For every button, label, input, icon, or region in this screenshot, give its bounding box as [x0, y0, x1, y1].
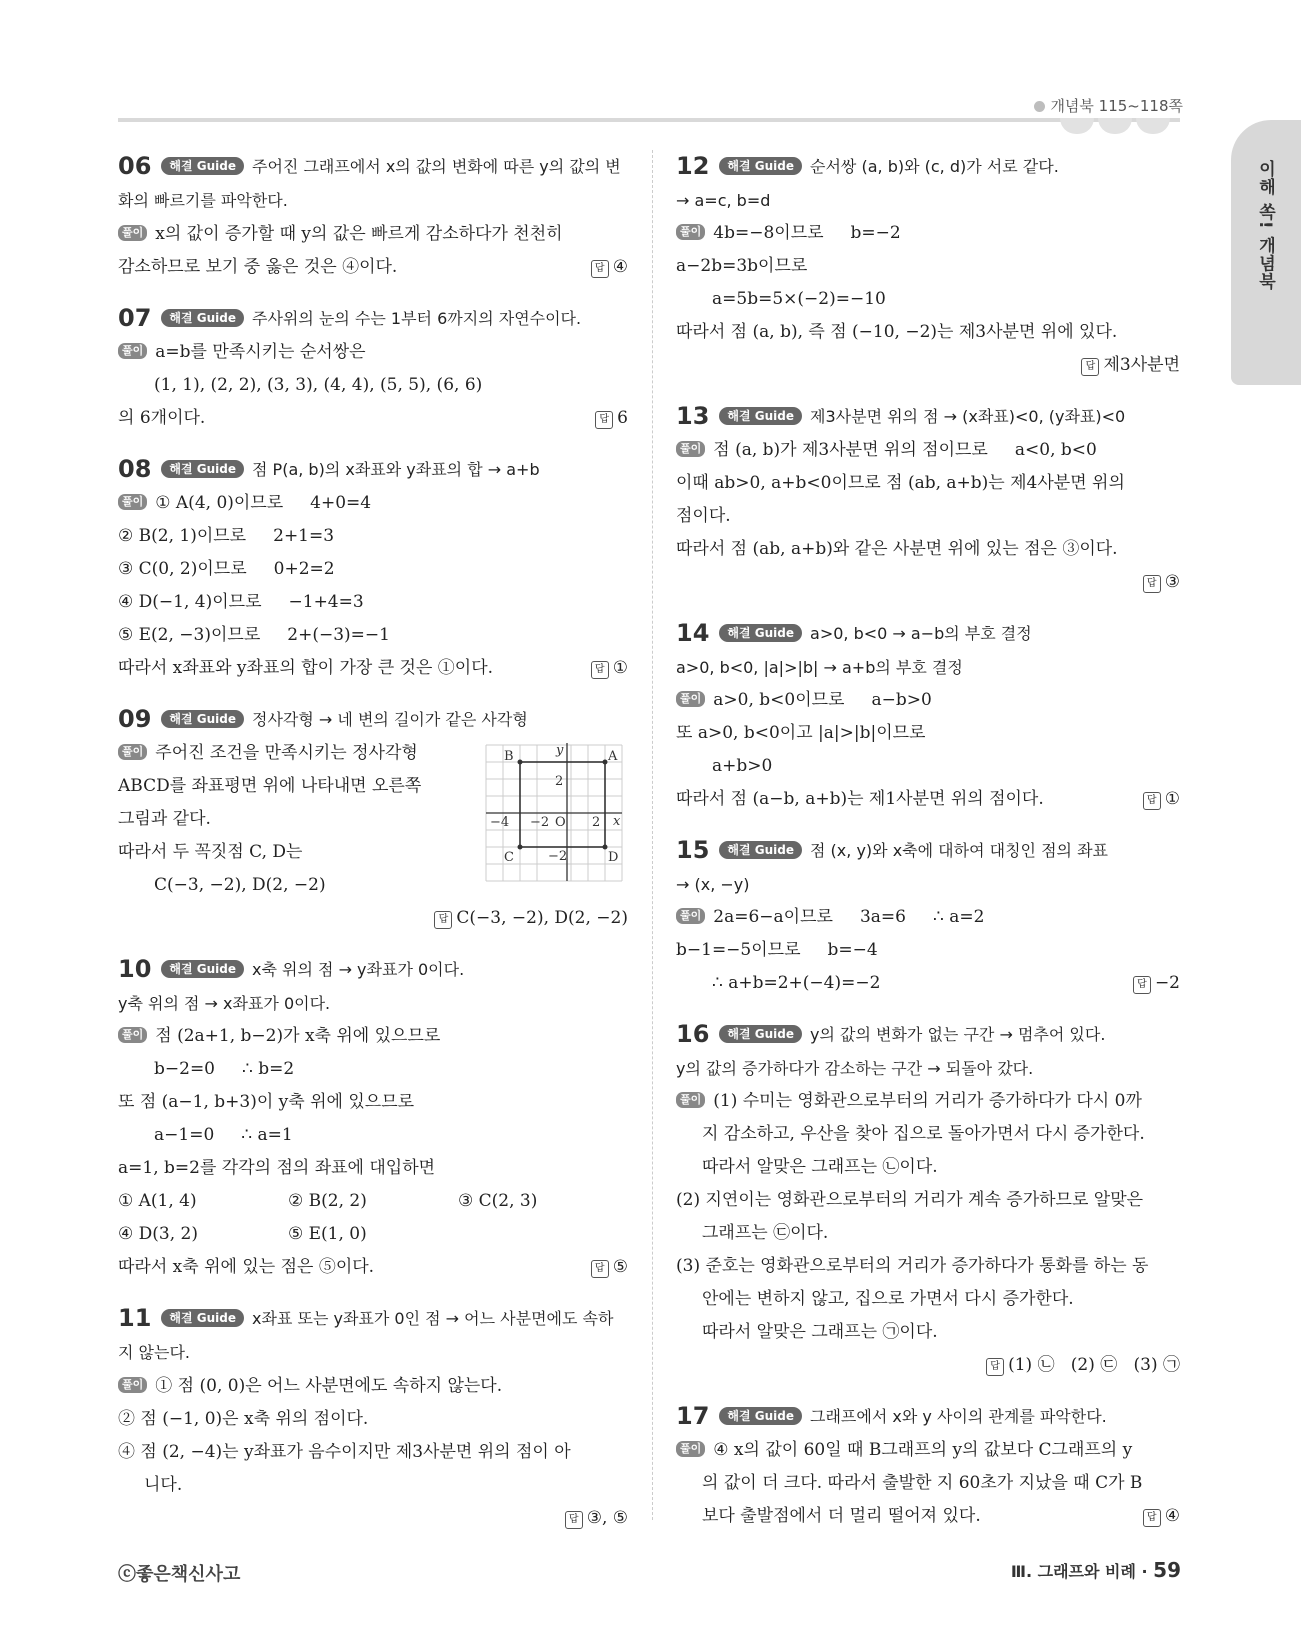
solution-line: 2a=6−a이므로 3a=6 ∴ a=2 — [713, 907, 985, 927]
solution-line: a−1=0 ∴ a=1 — [154, 1125, 293, 1145]
column-divider — [652, 150, 653, 1520]
guide-text: → a=c, b=d — [676, 191, 771, 210]
header-decoration — [1136, 118, 1170, 134]
solution-line: 이때 ab>0, a+b<0이므로 점 (ab, a+b)는 제4사분면 위의 — [676, 473, 1125, 493]
solution-line: ② 점 (−1, 0)은 x축 위의 점이다. — [118, 1409, 369, 1429]
label-c: C — [504, 850, 514, 865]
answer: 답 −2 — [1133, 967, 1180, 1000]
solution-line: 니다. — [144, 1475, 183, 1495]
problem-10 — [118, 953, 628, 1284]
solution-line: (1) 수미는 영화관으로부터의 거리가 증가하다가 다시 0까 — [713, 1091, 1142, 1111]
guide-badge: 해결 Guide — [719, 1025, 802, 1043]
solution-badge: 풀이 — [118, 343, 147, 359]
solution-badge: 풀이 — [676, 1441, 705, 1457]
solution-line: 또 점 (a−1, b+3)이 y축 위에 있으므로 — [118, 1092, 415, 1112]
guide-text: 그래프에서 x와 y 사이의 관계를 파악한다. — [810, 1407, 1107, 1426]
solution-badge: 풀이 — [676, 908, 705, 924]
guide-badge: 해결 Guide — [161, 710, 244, 728]
guide-badge: 해결 Guide — [161, 1309, 244, 1327]
solution-line: 안에는 변하지 않고, 집으로 가면서 다시 증가한다. — [702, 1289, 1074, 1309]
guide-text: 주사위의 눈의 수는 1부터 6까지의 자연수이다. — [252, 309, 582, 328]
header-decoration — [1060, 118, 1094, 134]
solution-line: a=b를 만족시키는 순서쌍은 — [155, 342, 366, 362]
solution-badge: 풀이 — [118, 1377, 147, 1393]
problem-number: 06 — [118, 152, 152, 180]
answer: 답 ① — [591, 652, 628, 685]
label-d: D — [608, 850, 619, 865]
point-b — [518, 760, 523, 765]
choice-row — [118, 1185, 628, 1218]
solution-line: 4b=−8이므로 b=−2 — [713, 223, 901, 243]
page-reference: 개념북 115~118쪽 — [1034, 95, 1183, 116]
header-rule — [118, 118, 1180, 122]
solution-badge: 풀이 — [676, 441, 705, 457]
solution-line: b−1=−5이므로 b=−4 — [676, 940, 878, 960]
answer: 답 ① — [1143, 783, 1180, 816]
problem-number: 12 — [676, 152, 710, 180]
point-c — [518, 845, 523, 850]
guide-badge: 해결 Guide — [161, 460, 244, 478]
answer: 답 (1) ㉡ (2) ㉢ (3) ㉠ — [676, 1349, 1180, 1382]
label-origin: O — [555, 815, 566, 830]
solution-line: ④ 점 (2, −4)는 y좌표가 음수이지만 제3사분면 위의 점이 아 — [118, 1442, 571, 1462]
solution-line: 따라서 점 (a, b), 즉 점 (−10, −2)는 제3사분면 위에 있다. — [676, 322, 1118, 342]
guide-badge: 해결 Guide — [161, 157, 244, 175]
solution-line: 점 (2a+1, b−2)가 x축 위에 있으므로 — [155, 1026, 441, 1046]
solution-line: ABCD를 좌표평면 위에 나타내면 오른쪽 — [118, 776, 422, 796]
solution-line: ② B(2, 1)이므로 2+1=3 — [118, 526, 335, 546]
solution-badge: 풀이 — [118, 1027, 147, 1043]
solution-line: ④ x의 값이 60일 때 B그래프의 y의 값보다 C그래프의 y — [713, 1440, 1133, 1460]
solution-badge: 풀이 — [676, 224, 705, 240]
solution-line: 따라서 x좌표와 y좌표의 합이 가장 큰 것은 ①이다. — [118, 658, 494, 678]
solution-line: 따라서 점 (a−b, a+b)는 제1사분면 위의 점이다. — [676, 789, 1044, 809]
solution-line: a+b>0 — [712, 756, 773, 776]
choice-row — [118, 1218, 628, 1251]
guide-text: 점 (x, y)와 x축에 대하여 대칭인 점의 좌표 — [810, 841, 1108, 860]
solution-line: a=5b=5×(−2)=−10 — [712, 289, 886, 309]
solution-line: b−2=0 ∴ b=2 — [154, 1059, 295, 1079]
page-footer: Ⅲ. 그래프와 비례 · 59 — [1010, 1558, 1181, 1582]
problem-number: 15 — [676, 836, 710, 864]
problem-number: 14 — [676, 619, 710, 647]
publisher-logo: ⓒ좋은책신사고 — [118, 1564, 241, 1585]
problem-number: 08 — [118, 455, 152, 483]
solution-line: 점 (a, b)가 제3사분면 위의 점이므로 a<0, b<0 — [713, 440, 1097, 460]
answer: 답 ④ — [1143, 1500, 1180, 1533]
guide-text: a>0, b<0 → a−b의 부호 결정 — [810, 624, 1032, 643]
solution-badge: 풀이 — [676, 1092, 705, 1108]
guide-text: a>0, b<0, |a|>|b| → a+b의 부호 결정 — [676, 658, 963, 677]
header-decoration — [1098, 118, 1132, 134]
tick-label: −2 — [548, 849, 568, 864]
guide-text: y의 값의 증가하다가 감소하는 구간 → 되돌아 갔다. — [676, 1059, 1034, 1078]
solution-badge: 풀이 — [676, 691, 705, 707]
problem-number: 09 — [118, 705, 152, 733]
solution-badge: 풀이 — [118, 225, 147, 241]
problem-07 — [118, 302, 628, 435]
solution-line: 감소하므로 보기 중 옳은 것은 ④이다. — [118, 257, 398, 277]
solution-line: a−2b=3b이므로 — [676, 256, 808, 276]
guide-text: → (x, −y) — [676, 875, 750, 894]
solution-line: 주어진 조건을 만족시키는 정사각형 — [155, 743, 418, 763]
problem-17 — [676, 1400, 1180, 1533]
solution-badge: 풀이 — [118, 494, 147, 510]
solution-badge: 풀이 — [118, 744, 147, 760]
solution-line: a>0, b<0이므로 a−b>0 — [713, 690, 932, 710]
solution-line: ① A(4, 0)이므로 4+0=4 — [155, 493, 372, 513]
guide-text: y축 위의 점 → x좌표가 0이다. — [118, 994, 331, 1013]
problem-number: 10 — [118, 955, 152, 983]
problem-11 — [118, 1302, 628, 1535]
problem-number: 16 — [676, 1020, 710, 1048]
point-d — [603, 845, 608, 850]
choice: ③ C(2, 3) — [458, 1191, 538, 1211]
label-y-axis: y — [556, 743, 564, 758]
solution-line: x의 값이 증가할 때 y의 값은 빠르게 감소하다가 천천히 — [155, 224, 563, 244]
problem-15 — [676, 834, 1180, 1000]
point-a — [603, 760, 608, 765]
guide-text: y의 값의 변화가 없는 구간 → 멈추어 있다. — [810, 1025, 1106, 1044]
answer: 답 제3사분면 — [676, 349, 1180, 382]
solution-line: 따라서 x축 위에 있는 점은 ⑤이다. — [118, 1257, 375, 1277]
solution-line: ① 점 (0, 0)은 어느 사분면에도 속하지 않는다. — [155, 1376, 503, 1396]
solution-line: C(−3, −2), D(2, −2) — [154, 875, 326, 895]
guide-text: 주어진 그래프에서 x의 값의 변화에 따른 y의 값의 변화의 빠르기를 파악한다. — [118, 157, 621, 210]
guide-badge: 해결 Guide — [161, 309, 244, 327]
answer: 답 ③, ⑤ — [118, 1502, 628, 1535]
guide-badge: 해결 Guide — [161, 960, 244, 978]
page-number: 59 — [1153, 1558, 1181, 1582]
answer: 답 C(−3, −2), D(2, −2) — [118, 902, 628, 935]
answer: 답 ③ — [676, 566, 1180, 599]
guide-text: 정사각형 → 네 변의 길이가 같은 사각형 — [252, 710, 528, 729]
right-column — [676, 150, 1180, 1551]
solution-line: ∴ a+b=2+(−4)=−2 — [712, 973, 881, 993]
problem-number: 07 — [118, 304, 152, 332]
guide-badge: 해결 Guide — [719, 407, 802, 425]
solution-line: ③ C(0, 2)이므로 0+2=2 — [118, 559, 335, 579]
problem-13 — [676, 400, 1180, 599]
solution-line: 지 감소하고, 우산을 찾아 집으로 돌아가면서 다시 증가한다. — [702, 1124, 1145, 1144]
answer: 답 ④ — [591, 251, 628, 284]
solution-line: ④ D(−1, 4)이므로 −1+4=3 — [118, 592, 364, 612]
choice: ④ D(3, 2) — [118, 1224, 198, 1244]
tick-label: 2 — [592, 815, 601, 830]
solution-line: 따라서 점 (ab, a+b)와 같은 사분면 위에 있는 점은 ③이다. — [676, 539, 1118, 559]
answer: 답 6 — [595, 402, 628, 435]
solution-line: 보다 출발점에서 더 멀리 떨어져 있다. — [702, 1506, 981, 1526]
solution-line: 따라서 알맞은 그래프는 ㉠이다. — [702, 1322, 938, 1342]
solution-line: ⑤ E(2, −3)이므로 2+(−3)=−1 — [118, 625, 390, 645]
solution-line: 점이다. — [676, 506, 731, 526]
guide-badge: 해결 Guide — [719, 624, 802, 642]
guide-text: x축 위의 점 → y좌표가 0이다. — [252, 960, 465, 979]
choice: ② B(2, 2) — [288, 1191, 367, 1211]
problem-number: 13 — [676, 402, 710, 430]
tick-label: 2 — [555, 774, 564, 789]
label-a: A — [608, 749, 618, 764]
problem-14 — [676, 617, 1180, 816]
problem-06 — [118, 150, 628, 284]
solution-line: 따라서 알맞은 그래프는 ㉡이다. — [702, 1157, 938, 1177]
solution-line: (1, 1), (2, 2), (3, 3), (4, 4), (5, 5), (6, 6) — [154, 375, 483, 395]
problem-09 — [118, 703, 628, 935]
tick-label: −4 — [490, 815, 510, 830]
problem-12 — [676, 150, 1180, 382]
guide-text: x좌표 또는 y좌표가 0인 점 → 어느 사분면에도 속하지 않는다. — [118, 1309, 614, 1362]
guide-text: 제3사분면 위의 점 → (x좌표)<0, (y좌표)<0 — [810, 407, 1126, 426]
left-column — [118, 150, 628, 1553]
solution-line: a=1, b=2를 각각의 점의 좌표에 대입하면 — [118, 1158, 436, 1178]
label-b: B — [504, 749, 514, 764]
answer: 답 ⑤ — [591, 1251, 628, 1284]
choice: ⑤ E(1, 0) — [288, 1224, 367, 1244]
solution-line: 의 6개이다. — [118, 408, 206, 428]
solution-line: 따라서 두 꼭짓점 C, D는 — [118, 842, 303, 862]
problem-08 — [118, 453, 628, 685]
label-x-axis: x — [613, 814, 621, 829]
solution-line: (3) 준호는 영화관으로부터의 거리가 증가하다가 통화를 하는 동 — [676, 1256, 1149, 1276]
solution-line: (2) 지연이는 영화관으로부터의 거리가 계속 증가하므로 알맞은 — [676, 1190, 1144, 1210]
coordinate-grid-figure — [482, 741, 626, 885]
guide-text: 점 P(a, b)의 x좌표와 y좌표의 합 → a+b — [252, 460, 540, 479]
solution-line: 그래프는 ㉢이다. — [702, 1223, 829, 1243]
solution-line: 또 a>0, b<0이고 |a|>|b|이므로 — [676, 723, 926, 743]
problem-16 — [676, 1018, 1180, 1382]
guide-text: 순서쌍 (a, b)와 (c, d)가 서로 같다. — [810, 157, 1059, 176]
solution-line: 의 값이 더 크다. 따라서 출발한 지 60초가 지났을 때 C가 B — [702, 1473, 1143, 1493]
guide-badge: 해결 Guide — [719, 157, 802, 175]
guide-badge: 해결 Guide — [719, 841, 802, 859]
guide-badge: 해결 Guide — [719, 1407, 802, 1425]
problem-number: 17 — [676, 1402, 710, 1430]
tick-label: −2 — [530, 815, 550, 830]
choice: ① A(1, 4) — [118, 1191, 197, 1211]
problem-number: 11 — [118, 1304, 152, 1332]
solution-line: 그림과 같다. — [118, 809, 211, 829]
side-tab: 이해 쏙! 개념북 — [1231, 120, 1301, 385]
